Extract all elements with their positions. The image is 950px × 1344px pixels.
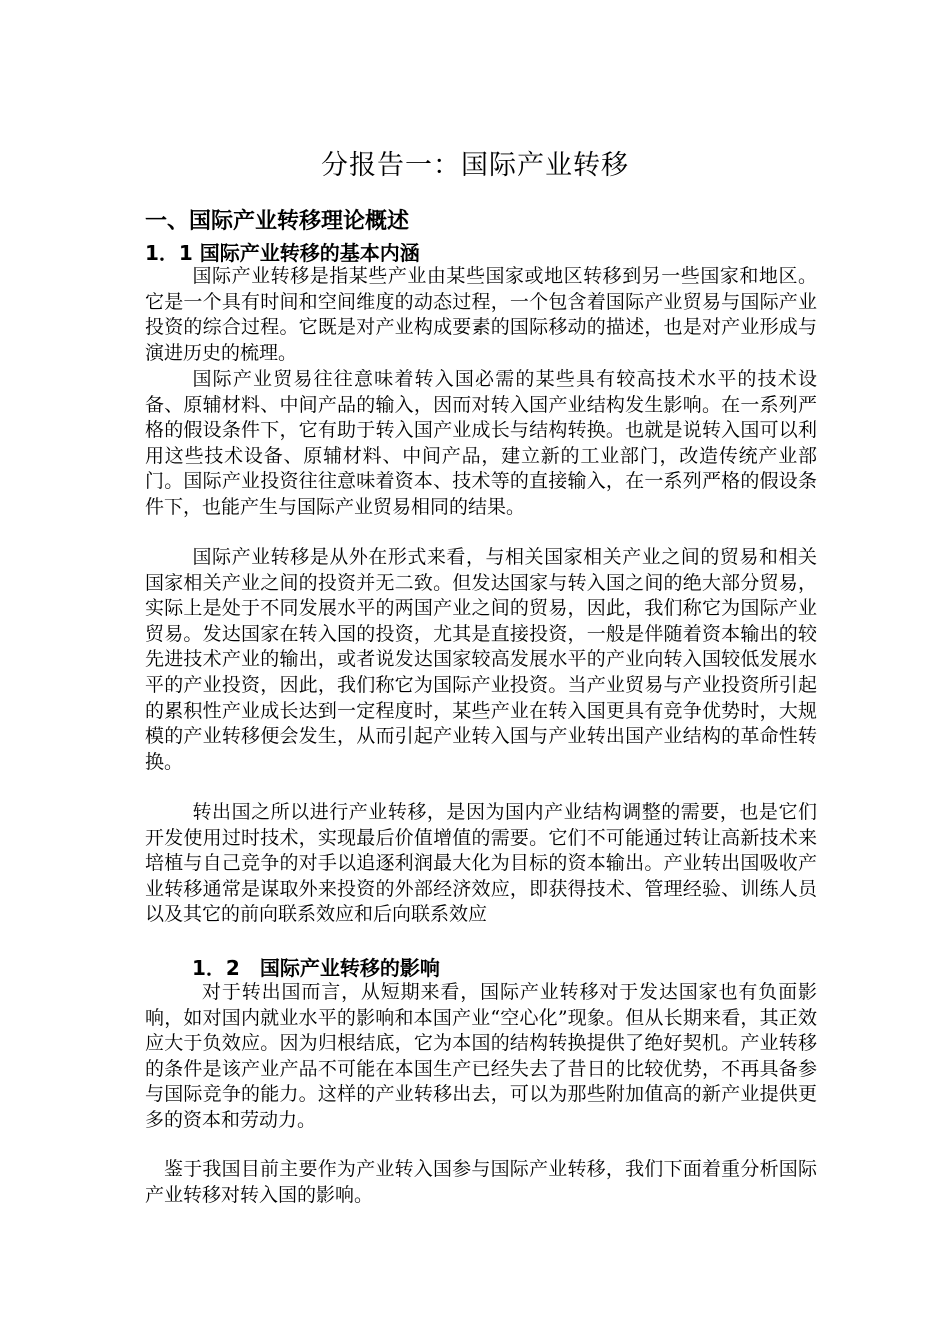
paragraph: 国际产业贸易往往意味着转入国必需的某些具有较高技术水平的技术设备、原辅材料、中间产品的输入，因而对转入国产业结构发生影响。在一系列严格的假设条件下，它有助于转入国产业成长与结构转换。也就是说转入国可以利用这些技术设备、原辅材料、中间产品，建立新的工业部门，改造传统产业部门。国际产业投资往往意味着资本、技术等的直接输入，在一系列严格的假设条件下，也能产生与国际产业贸易相同的结果。	[145, 368, 817, 518]
document-title: 分报告一：国际产业转移	[321, 150, 629, 181]
paragraph: 国际产业转移是指某些产业由某些国家或地区转移到另一些国家和地区。它是一个具有时间和空间维度的动态过程，一个包含着国际产业贸易与国际产业投资的综合过程。它既是对产业构成要素的国际移动的描述，也是对产业形成与演进历史的梳理。	[145, 265, 817, 364]
subsection-heading-1-1: 1．1 国际产业转移的基本内涵	[145, 241, 420, 265]
paragraph: 对于转出国而言，从短期来看，国际产业转移对于发达国家也有负面影响，如对国内就业水平的影响和本国产业“空心化”现象。但从长期来看，其正效应大于负效应。因为归根结底，它为本国的结构转换提供了绝好契机。产业转移的条件是该产业产品不可能在本国生产已经失去了昔日的比较优势，不再具备参与国际竞争的能力。这样的产业转移出去，可以为那些附加值高的新产业提供更多的资本和劳动力。	[145, 981, 817, 1131]
paragraph: 鉴于我国目前主要作为产业转入国参与国际产业转移，我们下面着重分析国际产业转移对转入国的影响。	[145, 1158, 817, 1206]
paragraph: 国际产业转移是从外在形式来看，与相关国家相关产业之间的贸易和相关国家相关产业之间的投资并无二致。但发达国家与转入国之间的绝大部分贸易，实际上是处于不同发展水平的两国产业之间的贸易，因此，我们称它为国际产业贸易。发达国家在转入国的投资，尤其是直接投资，一般是伴随着资本输出的较先进技术产业的输出，或者说发达国家较高发展水平的产业向转入国较低发展水平的产业投资，因此，我们称它为国际产业投资。当产业贸易与产业投资所引起的累积性产业成长达到一定程度时，某些产业在转入国更具有竞争优势时，大规模的产业转移便会发生，从而引起产业转入国与产业转出国产业结构的革命性转换。	[145, 546, 817, 773]
section-heading-1: 一、国际产业转移理论概述	[145, 209, 410, 234]
paragraph: 转出国之所以进行产业转移，是因为国内产业结构调整的需要，也是它们开发使用过时技术，实现最后价值增值的需要。它们不可能通过转让高新技术来培植与自己竞争的对手以追逐利润最大化为目标的资本输出。产业转出国吸收产业转移通常是谋取外来投资的外部经济效应，即获得技术、管理经验、训练人员以及其它的前向联系效应和后向联系效应	[145, 801, 817, 926]
subsection-heading-1-2: 1．2 国际产业转移的影响	[192, 956, 440, 980]
